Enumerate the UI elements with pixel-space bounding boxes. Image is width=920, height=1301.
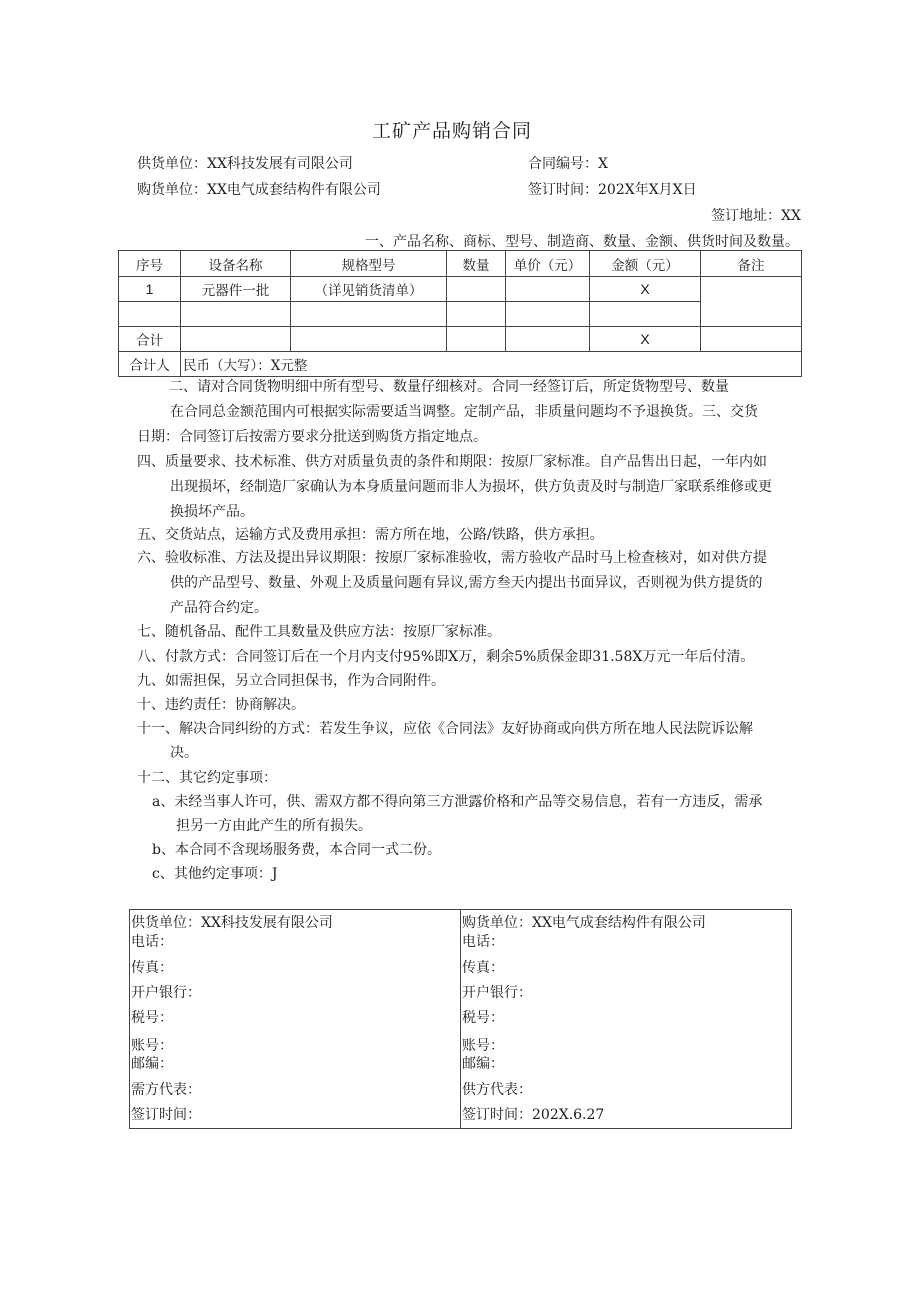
sign-time: 签订时间：202X年X月X日 <box>528 182 697 198</box>
clause-6-line-1: 六、验收标准、方法及提出异议期限：按原厂家标准验收，需方验收产品时马上检查核对，如对供方提 <box>137 550 767 566</box>
clause-8: 八、付款方式：合同签订后在一个月内支付95%即X万，剩余5%质保金即31.58X万元一年后付清。 <box>137 649 755 665</box>
supplier-line: 供货单位：XX科技发展有司限公司 <box>137 156 353 172</box>
contract-number: 合同编号：X <box>528 156 608 172</box>
clause-2-line-2: 在合同总金额范围内可根据实际需要适当调整。定制产品，非质量问题均不予退换货。三、交货 <box>170 404 758 420</box>
sum-label: 合计人 <box>119 352 181 377</box>
left-time: 签订时间： <box>131 1107 201 1123</box>
empty-cell <box>181 327 291 352</box>
table-header-row <box>119 251 802 277</box>
right-account: 账号： <box>462 1038 504 1054</box>
empty-cell <box>447 302 506 327</box>
right-rep: 供方代表： <box>462 1082 532 1098</box>
left-phone: 电话： <box>131 934 173 950</box>
right-fax: 传真： <box>462 960 504 976</box>
row-index: 1 <box>119 277 181 302</box>
empty-cell <box>506 327 590 352</box>
row-amount: X <box>590 277 701 302</box>
clause-12: 十二、其它约定事项： <box>137 770 277 786</box>
row-note <box>701 277 802 327</box>
document-title: 工矿产品购销合同 <box>372 120 533 142</box>
clause-12a-line-2: 担另一方由此产生的所有损失。 <box>176 818 372 834</box>
signature-table <box>129 909 792 1129</box>
left-tax: 税号： <box>131 1010 173 1026</box>
empty-cell <box>506 302 590 327</box>
row-name: 元器件一批 <box>181 277 291 302</box>
empty-cell <box>119 302 181 327</box>
header-index: 序号 <box>119 251 181 277</box>
right-time: 签订时间：202X.6.27 <box>462 1107 605 1123</box>
row-spec: （详见销货清单） <box>291 277 447 302</box>
clause-6-line-2: 供的产品型号、数量、外观上及质量问题有异议,需方叁天内提出书面异议，否则视为供方提货的 <box>170 575 763 591</box>
total-amount: X <box>590 327 701 352</box>
product-table <box>118 250 802 377</box>
total-row <box>119 327 802 352</box>
row-qty <box>447 277 506 302</box>
left-bank: 开户银行： <box>131 985 201 1001</box>
right-postcode: 邮编： <box>462 1056 504 1072</box>
sum-text: 民币（大写）：X元整 <box>181 352 802 377</box>
table-row <box>119 302 802 327</box>
header-note: 备注 <box>701 251 802 277</box>
clause-9: 九、如需担保，另立合同担保书，作为合同附件。 <box>137 673 445 689</box>
clause-11-line-1: 十一、解决合同纠纷的方式：若发生争议，应依《合同法》友好协商或向供方所在地人民法院诉讼解 <box>137 721 753 737</box>
supplier-signature-block <box>130 910 461 1129</box>
header-price: 单价（元） <box>506 251 590 277</box>
clause-6-line-3: 产品符合约定。 <box>170 600 268 616</box>
header-qty: 数量 <box>447 251 506 277</box>
clause-2-line-3: 日期：合同签订后按需方要求分批送到购货方指定地点。 <box>137 429 487 445</box>
left-postcode: 邮编： <box>131 1056 173 1072</box>
clause-12b: b、本合同不含现场服务费，本合同一式二份。 <box>152 842 441 858</box>
empty-cell <box>291 327 447 352</box>
clause-4-line-3: 换损坏产品。 <box>170 504 254 520</box>
left-account: 账号： <box>131 1038 173 1054</box>
clause-4-line-2: 出现损坏，经制造厂家确认为本身质量问题而非人为损坏，供方负责及时与制造厂家联系维修或更 <box>170 479 772 495</box>
right-phone: 电话： <box>462 934 504 950</box>
row-price <box>506 277 590 302</box>
buyer-line: 购货单位：XX电气成套结构件有限公司 <box>137 182 381 198</box>
sum-row <box>119 352 802 377</box>
buyer-signature-block <box>461 910 792 1129</box>
clause-2-line-1: 二、请对合同货物明细中所有型号、数量仔细核对。合同一经签订后，所定货物型号、数量 <box>169 379 729 395</box>
clause-12c: c、其他约定事项：J <box>152 866 278 882</box>
empty-cell <box>701 327 802 352</box>
right-bank: 开户银行： <box>462 985 532 1001</box>
clause-5: 五、交货站点，运输方式及费用承担：需方所在地，公路/铁路，供方承担。 <box>137 527 604 543</box>
clause-11-line-2: 决。 <box>170 745 198 761</box>
table-row <box>119 277 802 302</box>
clause-12a-line-1: a、未经当事人许可，供、需双方都不得向第三方泄露价格和产品等交易信息，若有一方违反，需承 <box>152 794 763 810</box>
header-spec: 规格型号 <box>291 251 447 277</box>
right-unit: 购货单位：XX电气成套结构件有限公司 <box>462 915 706 931</box>
empty-cell <box>590 302 701 327</box>
empty-cell <box>447 327 506 352</box>
left-fax: 传真： <box>131 960 173 976</box>
clause-4-line-1: 四、质量要求、技术标准、供方对质量负责的条件和期限：按原厂家标准。自产品售出日起，一年内如 <box>137 454 767 470</box>
empty-cell <box>181 302 291 327</box>
clause-7: 七、随机备品、配件工具数量及供应方法：按原厂家标准。 <box>137 624 501 640</box>
header-amount: 金额（元） <box>590 251 701 277</box>
section1-heading: 一、产品名称、商标、型号、制造商、数量、金额、供货时间及数量。 <box>365 234 799 250</box>
right-tax: 税号： <box>462 1010 504 1026</box>
clause-10: 十、违约责任：协商解决。 <box>137 697 305 713</box>
total-label: 合计 <box>119 327 181 352</box>
sign-place: 签订地址：XX <box>711 208 801 224</box>
left-unit: 供货单位：XX科技发展有限公司 <box>131 915 333 931</box>
header-name: 设备名称 <box>181 251 291 277</box>
left-rep: 需方代表： <box>131 1082 201 1098</box>
empty-cell <box>291 302 447 327</box>
